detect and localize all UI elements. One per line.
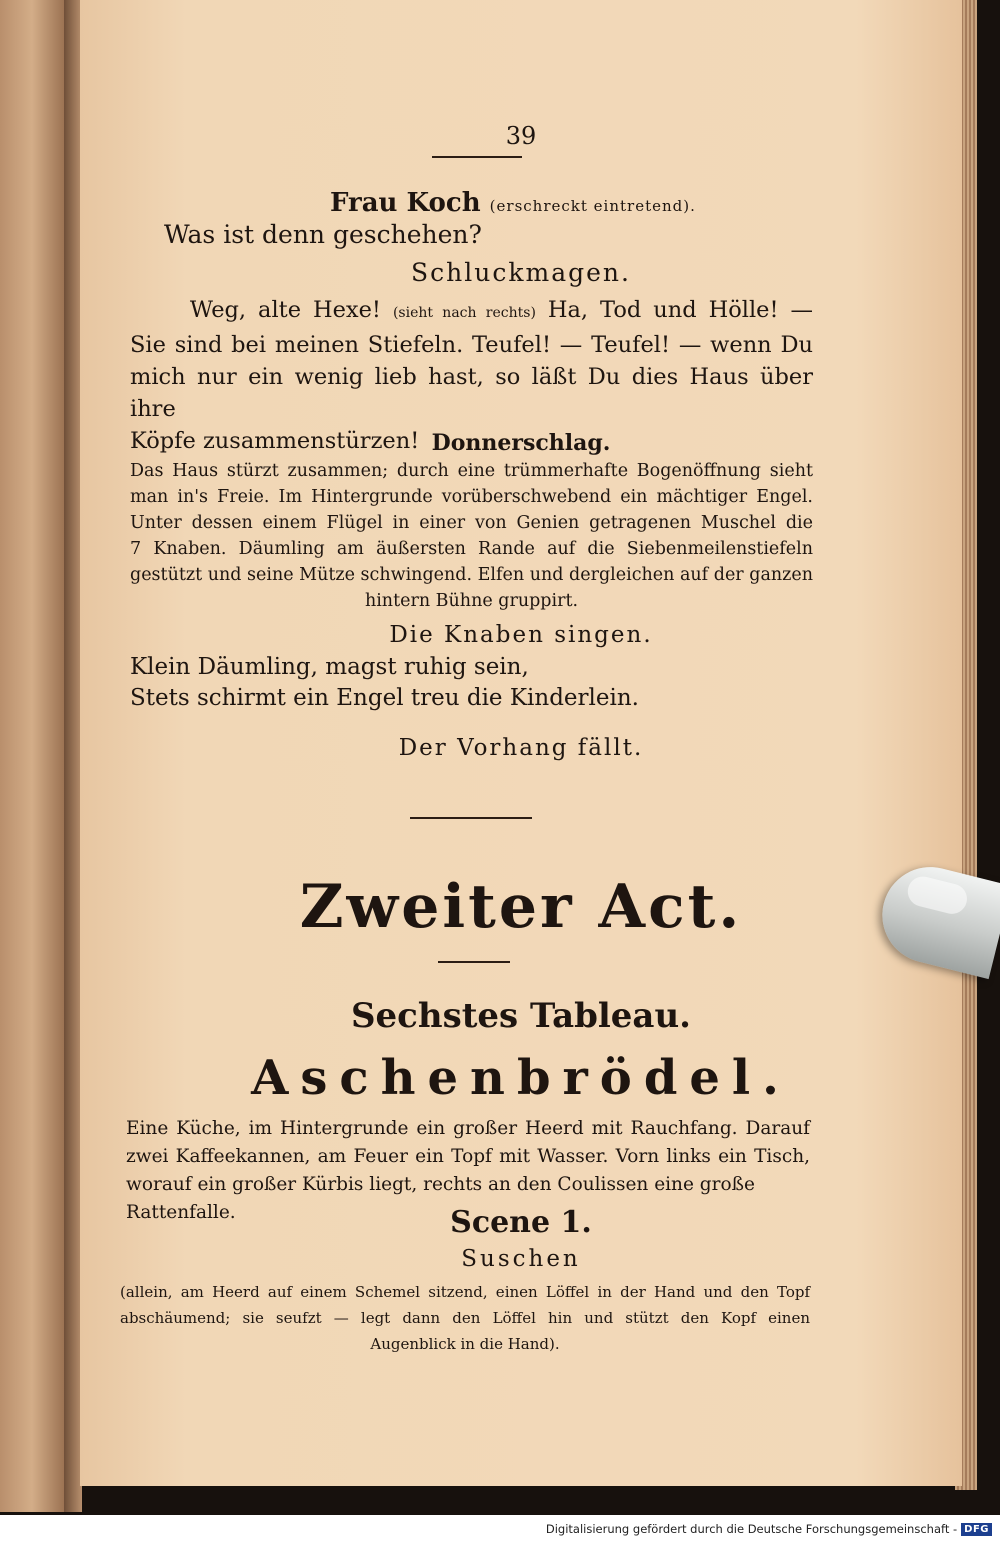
footer-text: Digitalisierung gefördert durch die Deutsche Forschungsgemeinschaft - [545, 1522, 958, 1536]
stage-direction: (sieht nach rechts) [392, 305, 536, 321]
speech-line: Köpfe zusammenstürzen! [130, 428, 420, 454]
stage-direction: (erschreckt eintretend). [489, 197, 696, 215]
book-page [80, 0, 962, 1486]
speaker-suschen: Suschen [461, 1246, 581, 1272]
speaker-frau-koch [330, 188, 696, 218]
speech-part: Weg, alte Hexe! [189, 297, 381, 323]
stage-direction-block [130, 458, 813, 614]
speech-line: mich nur ein wenig lieb hast, so läßt Du dies Haus über ihre [130, 364, 813, 422]
stage-line: abschäumend; sie seufzt — legt dann den Löffel hin und stützt den Kopf einen [120, 1309, 810, 1327]
scene-heading: Scene 1. [450, 1205, 592, 1240]
stage-line: hintern Bühne gruppirt. [364, 591, 579, 611]
speaker-name: Frau Koch [330, 188, 481, 218]
act-rule [438, 961, 510, 963]
stage-direction-block [120, 1279, 810, 1357]
stage-line: worauf ein großer Kürbis liegt, rechts an den Coulissen eine große Rattenfalle. [126, 1174, 755, 1223]
speaker-schluckmagen: Schluckmagen. [411, 258, 631, 287]
speaker-knaben: Die Knaben singen. [389, 622, 653, 648]
act-title: Zweiter Act. [299, 872, 743, 942]
speech-part: Ha, Tod und Hölle! — [547, 297, 814, 323]
stage-line: gestützt und seine Mütze schwingend. Elfen und dergleichen auf der ganzen [130, 565, 813, 585]
tableau-heading: Sechstes Tableau. [350, 996, 692, 1036]
stage-line: Unter dessen einem Flügel in einer von Genien getragenen Muschel die [130, 513, 813, 533]
section-rule [410, 817, 532, 819]
speech-line [130, 294, 813, 329]
stage-line: 7 Knaben. Däumling am äußersten Rande auf die Siebenmeilenstiefeln [130, 539, 813, 559]
stage-line: Eine Küche, im Hintergrunde ein großer Heerd mit Rauchfang. Darauf [126, 1118, 810, 1139]
page-number-rule [432, 156, 522, 158]
stage-line: zwei Kaffeekannen, am Feuer ein Topf mit Wasser. Vorn links ein Tisch, [126, 1146, 810, 1167]
page-number: 39 [505, 122, 537, 150]
dialogue-line: Was ist denn geschehen? [164, 220, 482, 249]
stage-line: man in's Freie. Im Hintergrunde vorüberschwebend ein mächtiger Engel. [130, 487, 813, 507]
footer-credit [546, 1522, 992, 1536]
speech-line: Sie sind bei meinen Stiefeln. Teufel! — Teufel! — wenn Du [130, 332, 813, 358]
previous-page-edge [0, 0, 64, 1512]
verse-line: Stets schirmt ein Engel treu die Kinderlein. [130, 685, 639, 711]
dfg-logo: DFG [961, 1523, 992, 1536]
stage-heading: Donnerschlag. [431, 430, 611, 456]
tableau-title: Aschenbrödel. [251, 1050, 791, 1106]
stage-line: Das Haus stürzt zusammen; durch eine trümmerhafte Bogenöffnung sieht [130, 461, 813, 481]
stage-line: Augenblick in die Hand). [370, 1335, 560, 1353]
verse-line: Klein Däumling, magst ruhig sein, [130, 654, 529, 680]
stage-line: (allein, am Heerd auf einem Schemel sitzend, einen Löffel in der Hand und den Topf [120, 1283, 810, 1301]
curtain-line: Der Vorhang fällt. [398, 735, 644, 761]
